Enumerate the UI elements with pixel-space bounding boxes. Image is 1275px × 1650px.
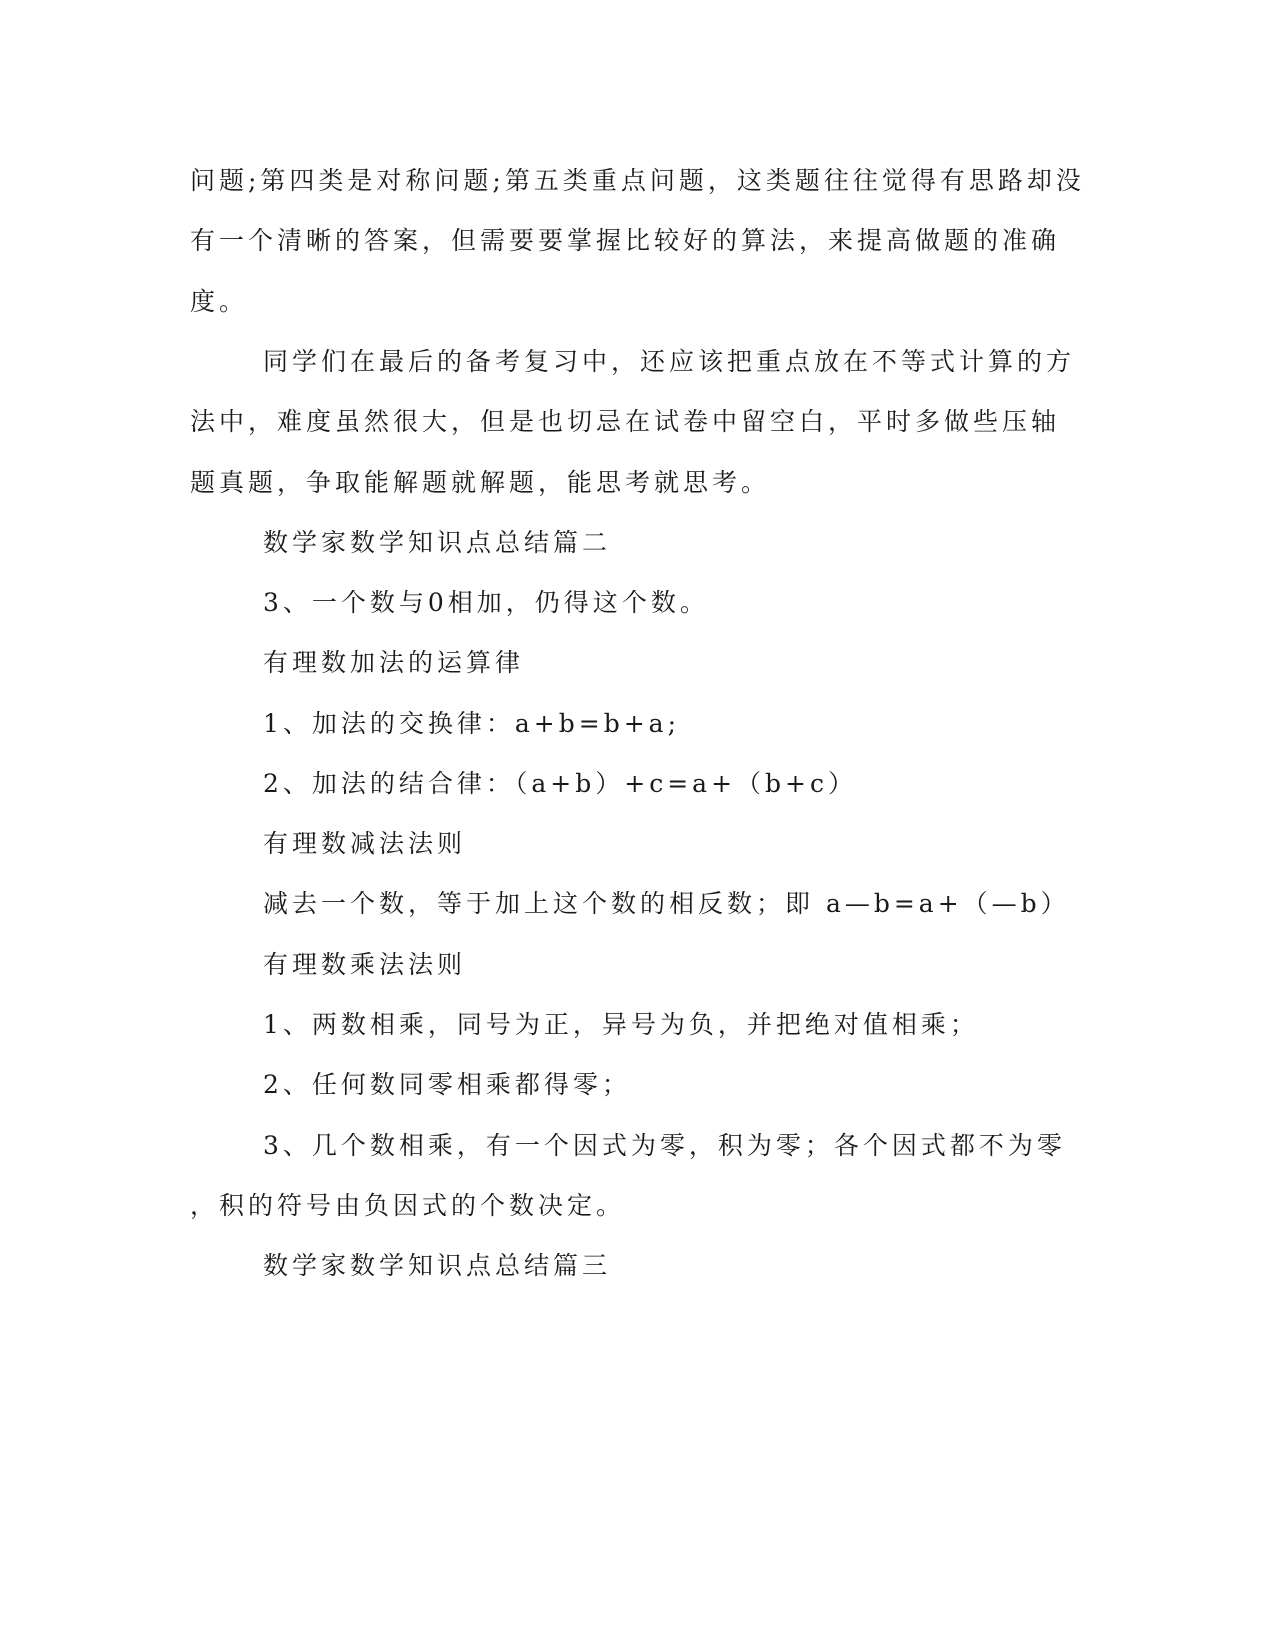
section-heading: 数学家数学知识点总结篇三 (263, 1251, 612, 1280)
paragraph-line: 有一个清晰的答案，但需要要掌握比较好的算法，来提高做题的准确 (190, 226, 1061, 255)
list-item: 2、任何数同零相乘都得零； (263, 1070, 631, 1099)
paragraph-line: 问题;第四类是对称问题;第五类重点问题，这类题往往觉得有思路却没 (190, 166, 1085, 195)
list-item: 1、两数相乘，同号为正，异号为负，并把绝对值相乘； (263, 1010, 979, 1039)
subheading: 有理数减法法则 (263, 829, 467, 858)
paragraph-line: 3、一个数与0相加，仍得这个数。 (263, 588, 709, 617)
paragraph-line: 法中，难度虽然很大，但是也切忌在试卷中留空白，平时多做些压轴 (190, 407, 1061, 436)
paragraph-line: 减去一个数，等于加上这个数的相反数；即 a—b=a+（—b） (263, 889, 1070, 918)
paragraph-line: 同学们在最后的备考复习中，还应该把重点放在不等式计算的方 (263, 347, 1076, 376)
list-item: 1、加法的交换律：a+b=b+a; (263, 709, 680, 738)
subheading: 有理数乘法法则 (263, 950, 467, 979)
section-heading: 数学家数学知识点总结篇二 (263, 528, 612, 557)
paragraph-line: 题真题，争取能解题就解题，能思考就思考。 (190, 468, 771, 497)
paragraph-line: 度。 (190, 287, 249, 316)
subheading: 有理数加法的运算律 (263, 648, 525, 677)
list-item: 2、加法的结合律：（a+b）+c=a+（b+c） (263, 769, 857, 798)
list-item: 3、几个数相乘，有一个因式为零，积为零；各个因式都不为零 (263, 1131, 1066, 1160)
paragraph-line: ，积的符号由负因式的个数决定。 (190, 1191, 626, 1220)
